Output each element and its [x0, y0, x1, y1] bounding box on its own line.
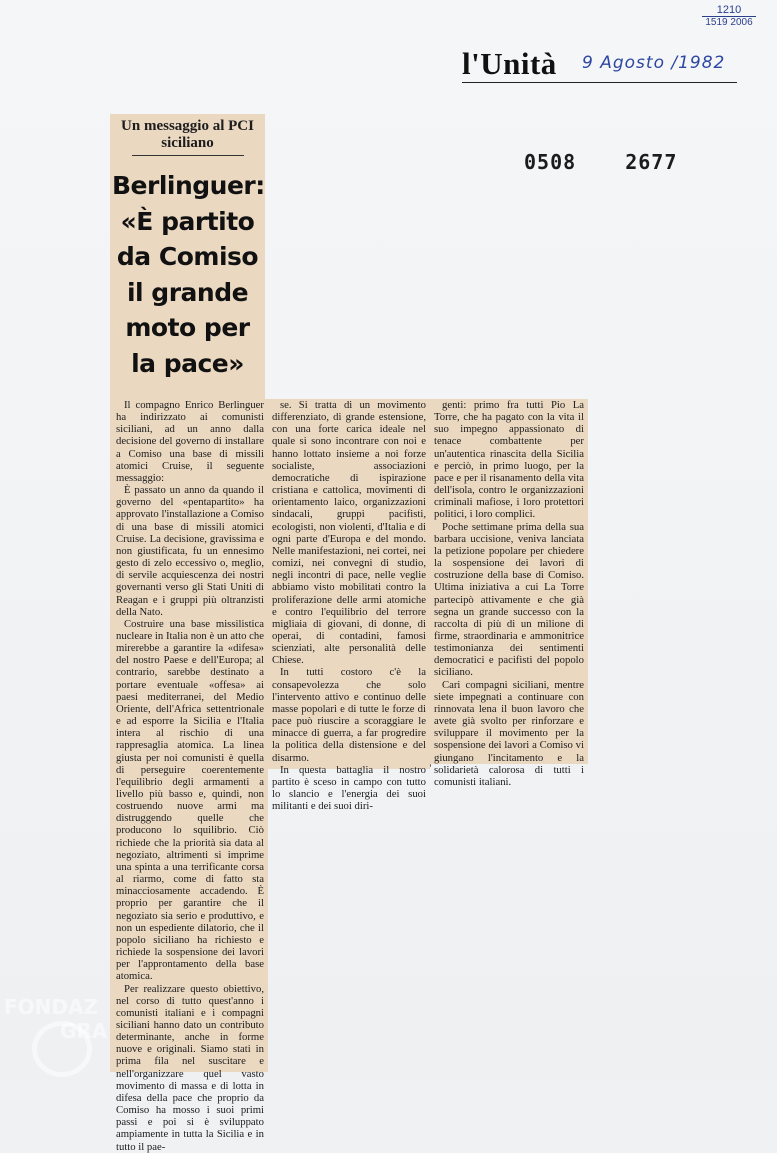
watermark-logo-icon: [32, 1021, 92, 1077]
stamp-code: 1519 2006: [705, 17, 753, 28]
column-paragraph: Il compagno Enrico Berlinguer ha indirizzato ai comunisti siciliani, ad un anno dalla decisione del governo di installare a Comiso una base di missili atomici Cruise, il seguente messaggio:: [116, 399, 264, 484]
catalog-code-a: 0508: [524, 150, 577, 174]
column-paragraph: In tutti costoro c'è la consapevolezza che solo l'intervento attivo e continuo delle masse popolari e di tutte le forze di pace può riuscire a scoraggiare le minacce di guerra, a far progredire la politica della distensione e del disarmo.: [272, 666, 426, 764]
column-paragraph: Per realizzare questo obiettivo, nel corso di tutto quest'anno i comunisti italiani e i compagni siciliani hanno dato un contributo determinante, anche in forme nuove e originali. Siamo stati in prima fila nel suscitare e nell'organizzare quel vasto movimento di massa e di lotta in difesa della pace che proprio da Comiso ha mosso i suoi primi passi e poi si è sviluppato ampiamente in tutta la Sicilia e in tutto il pae-: [116, 982, 264, 1153]
watermark-text-1: FONDAZ: [4, 995, 98, 1019]
column-paragraph: se. Si tratta di un movimento differenziato, di grande estensione, con una forte carica ideale nel quale si sono incontrare con noi e hanno lottato insieme a noi forze socialiste, associazioni democratiche di ispirazione cristiana e cattolica, movimenti di orientamento laico, organizzazioni sindacali, gruppi pacifisti, ecologisti, non violenti, d'Italia e di ogni parte d'Europa e del mondo. Nelle manifestazioni, nei cortei, nei comizi, nei convegni di studio, negli incontri di pace, nelle veglie abbiamo visto mobilitati contro la proliferazione delle armi atomiche e contro l'equilibrio del terrore migliaia di giovani, di donne, di operai, di contadini, famosi scienziati, alte personalità delle Chiese.: [272, 399, 426, 667]
newspaper-name: l'Unità: [462, 46, 557, 81]
column-paragraph: In questa battaglia il nostro partito è sceso in campo con tutto lo slancio e l'energia dei suoi militanti e dei suoi diri-: [272, 763, 426, 813]
column-paragraph: Cari compagni siciliani, mentre siete impegnati a continuare con rinnovata lena il buon lavoro che avete già svolto per rinforzare e sviluppare il movimento per la sospensione dei lavori a Comiso vi giungano l'incitamento e la solidarietà calorosa di tutti i comunisti italiani.: [434, 678, 584, 788]
article-column-2: [272, 399, 426, 813]
column-paragraph: Costruire una base missilistica nucleare in Italia non è un atto che mirerebbe a garantire la «difesa» del nostro Paese e dell'Europa; al contrario, sarebbe destinato a portare eventuale «offesa» ai paesi mediterranei, del Medio Oriente, dell'Africa settentrionale e ad esporre la Sicilia e l'Italia intera al rischio di una rappresaglia atomica. La linea giusta per noi comunisti è quella di perseguire coerentemente l'equilibrio degli armamenti a livello più basso e, quindi, non costruendo nuove armi ma distruggendo quelle che producono lo squilibrio. Ciò richiede che la priorità sia data al negoziato, altrimenti si imprime una spinta a una terrificante corsa al riarmo, come di fatto sta minacciosamente accadendo. È proprio per garantire che il negoziato sia serio e produttivo, e non un espediente dilatorio, che il popolo siciliano ha richiesto e richiede la sospensione dei lavori per l'approntamento della base atomica.: [116, 617, 264, 983]
column-clipping-1: [110, 399, 268, 1153]
watermark-text-2: GRA: [60, 1019, 108, 1043]
kicker-divider: [132, 155, 244, 156]
article-column-3: [434, 399, 584, 788]
handwritten-date: 9 Agosto /1982: [582, 53, 726, 73]
column-clipping-2: [268, 399, 430, 813]
article-kicker: Un messaggio al PCI siciliano: [121, 118, 254, 151]
column-paragraph: genti: primo fra tutti Pio La Torre, che ha pagato con la vita il suo impegno appassionato di tenace combattente per un'autentica rinascita della Sicilia e perciò, in primo luogo, per la pace e per il risanamento della vita dell'isola, contro le organizzazioni criminali mafiose, i loro protettori politici, i loro complici.: [434, 399, 584, 521]
stamp-number: 1210: [702, 4, 756, 17]
catalog-number: [524, 150, 713, 174]
headline-clipping: [110, 114, 265, 399]
archive-stamp: [702, 4, 756, 29]
column-paragraph: Poche settimane prima della sua barbara uccisione, veniva lanciata la petizione popolare per chiedere la sospensione dei lavori di costruzione della base di Comiso. Ultima iniziativa a cui La Torre partecipò attivamente e che già segna un grande successo con la raccolta di più di un milione di firme, straordinaria e ammonitrice testimonianza dei sentimenti democratici e pacifisti del popolo siciliano.: [434, 520, 584, 679]
column-clipping-3: [430, 399, 588, 788]
foundation-watermark: [4, 995, 114, 1075]
article-column-1: [116, 399, 264, 1153]
catalog-code-b: 2677: [625, 150, 678, 174]
article-headline: Berlinguer: «È partito da Comiso il grande moto per la pace»: [112, 171, 265, 378]
newspaper-masthead: [462, 46, 737, 83]
column-paragraph: È passato un anno da quando il governo del «pentapartito» ha approvato l'installazione a Comiso di una base di missili atomici Cruise. La decisione, gravissima e non giustificata, fu un ennesimo gesto di zelo eccessivo o, meglio, di servile acquiescenza dei nostri governanti verso gli Stati Uniti di Reagan e i gruppi più oltranzisti della Nato.: [116, 484, 264, 618]
